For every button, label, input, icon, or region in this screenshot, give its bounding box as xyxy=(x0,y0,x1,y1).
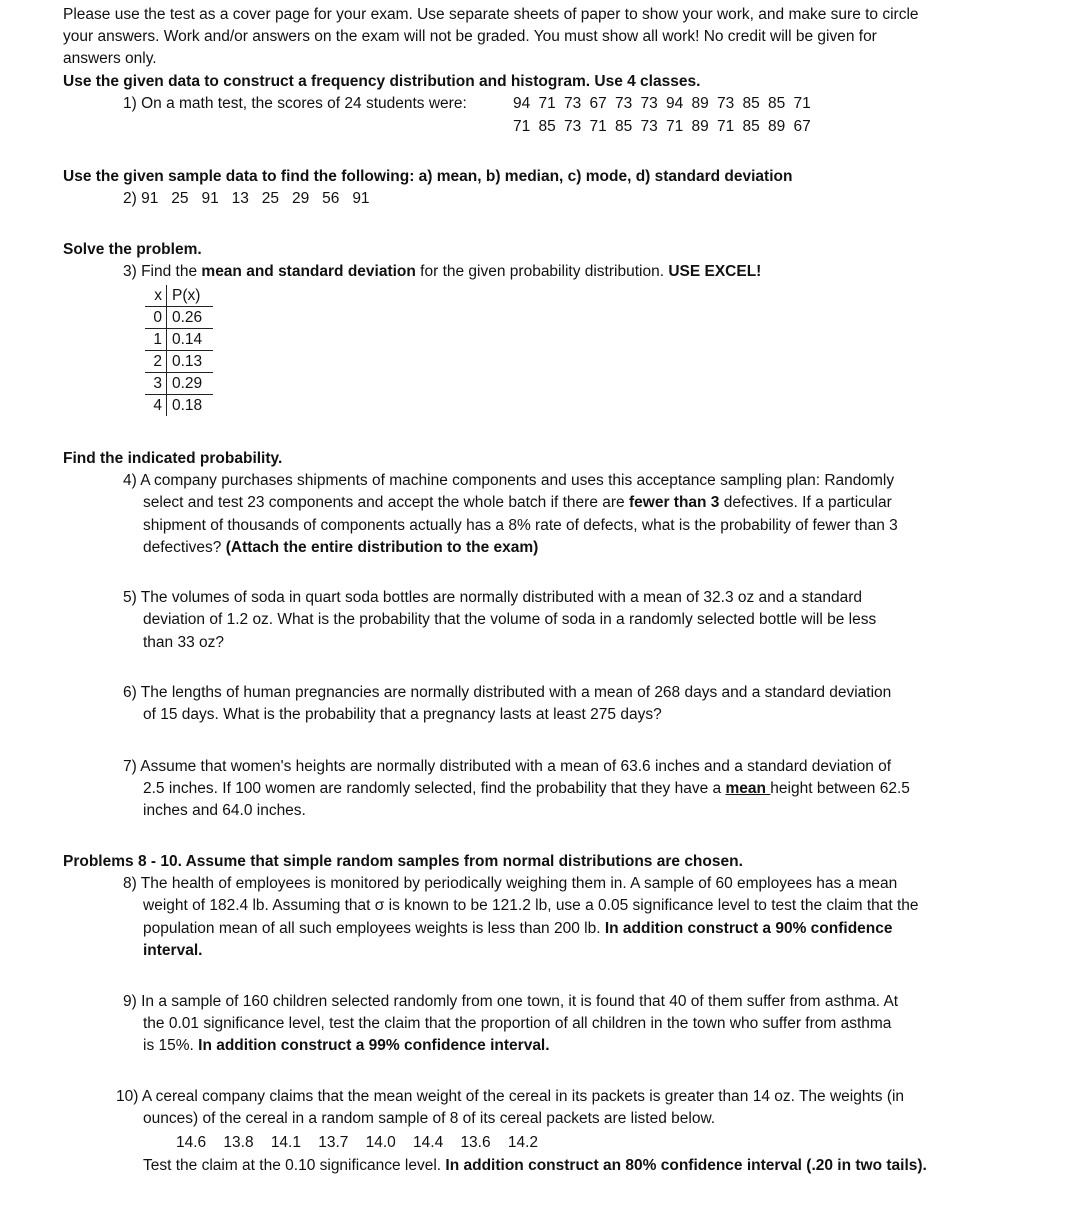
question-9-line-3: is 15%. In addition construct a 99% confidence interval. xyxy=(143,1037,550,1054)
table-row: 1 0.14 xyxy=(145,329,213,351)
question-7-line-2: 2.5 inches. If 100 women are randomly selected, find the probability that they have a mean height between 62.5 xyxy=(143,780,910,797)
question-6-line-2: of 15 days. What is the probability that a pregnancy lasts at least 275 days? xyxy=(143,706,662,723)
table-row: 3 0.29 xyxy=(145,373,213,395)
question-2-data: 2) 91 25 91 13 25 29 56 91 xyxy=(123,190,370,207)
question-10-line-2: ounces) of the cereal in a random sample of 8 of its cereal packets are listed below. xyxy=(143,1110,716,1127)
question-5-line-3: than 33 oz? xyxy=(143,634,225,651)
question-10-values: 14.6 13.8 14.1 13.7 14.0 14.4 13.6 14.2 xyxy=(176,1134,539,1151)
probability-distribution-table xyxy=(145,285,213,416)
question-9-line-1: 9) In a sample of 160 children selected randomly from one town, it is found that 40 of them suffer from asthma. At xyxy=(123,993,899,1010)
question-7-line-3: inches and 64.0 inches. xyxy=(143,802,306,819)
question-4-line-2: select and test 23 components and accept the whole batch if there are fewer than 3 defectives. If a particular xyxy=(143,494,892,511)
question-8-line-2: weight of 182.4 lb. Assuming that σ is known to be 121.2 lb, use a 0.05 significance level to test the claim that the xyxy=(143,897,919,914)
question-8-line-1: 8) The health of employees is monitored by periodically weighing them in. A sample of 60 employees has a mean xyxy=(123,875,898,892)
instructions-line-2: your answers. Work and/or answers on the exam will not be graded. You must show all work! No credit will be given for xyxy=(63,28,877,45)
header-px: P(x) xyxy=(172,287,201,304)
section-heading-probability: Find the indicated probability. xyxy=(63,450,283,467)
question-1-text: 1) On a math test, the scores of 24 students were: xyxy=(123,95,467,112)
question-10-line-4: Test the claim at the 0.10 significance level. In addition construct an 80% confidence interval (.20 in two tails). xyxy=(143,1157,927,1174)
question-1-scores-row-2: 71 85 73 71 85 73 71 89 71 85 89 67 xyxy=(513,118,811,135)
question-7-line-1: 7) Assume that women's heights are normally distributed with a mean of 63.6 inches and a standard deviation of xyxy=(123,758,892,775)
table-header-row xyxy=(145,285,213,307)
instructions-line-3: answers only. xyxy=(63,50,157,67)
question-5-line-1: 5) The volumes of soda in quart soda bottles are normally distributed with a mean of 32.3 oz and a standard xyxy=(123,589,862,606)
section-heading-descriptive: Use the given sample data to find the following: a) mean, b) median, c) mode, d) standard deviation xyxy=(63,168,793,185)
question-4-line-3: shipment of thousands of components actually has a 8% rate of defects, what is the probability of fewer than 3 xyxy=(143,517,898,534)
header-x: x xyxy=(145,285,167,307)
question-1-scores-row-1: 94 71 73 67 73 73 94 89 73 85 85 71 xyxy=(513,95,811,112)
section-heading-frequency: Use the given data to construct a frequency distribution and histogram. Use 4 classes. xyxy=(63,73,701,90)
table-row: 2 0.13 xyxy=(145,351,213,373)
section-heading-hypothesis: Problems 8 - 10. Assume that simple random samples from normal distributions are chosen. xyxy=(63,853,743,870)
question-4-line-4: defectives? (Attach the entire distribution to the exam) xyxy=(143,539,539,556)
table-row: 0 0.26 xyxy=(145,307,213,329)
question-4-line-1: 4) A company purchases shipments of machine components and uses this acceptance sampling plan: Randomly xyxy=(123,472,895,489)
question-8-line-3: population mean of all such employees weights is less than 200 lb. In addition construct a 90% confidence xyxy=(143,920,893,937)
table-row: 4 0.18 xyxy=(145,395,213,417)
question-5-line-2: deviation of 1.2 oz. What is the probability that the volume of soda in a randomly selected bottle will be less xyxy=(143,611,877,628)
question-9-line-2: the 0.01 significance level, test the claim that the proportion of all children in the town who suffer from asthma xyxy=(143,1015,892,1032)
question-10-line-1: 10) A cereal company claims that the mean weight of the cereal in its packets is greater than 14 oz. The weights (in xyxy=(116,1088,905,1105)
section-heading-solve: Solve the problem. xyxy=(63,241,202,258)
question-3-text: 3) Find the mean and standard deviation for the given probability distribution. USE EXCEL! xyxy=(123,263,762,280)
question-6-line-1: 6) The lengths of human pregnancies are normally distributed with a mean of 268 days and a standard deviation xyxy=(123,684,892,701)
instructions-line-1: Please use the test as a cover page for your exam. Use separate sheets of paper to show your work, and make sure to circle xyxy=(63,6,919,23)
question-8-line-4: interval. xyxy=(143,942,203,959)
